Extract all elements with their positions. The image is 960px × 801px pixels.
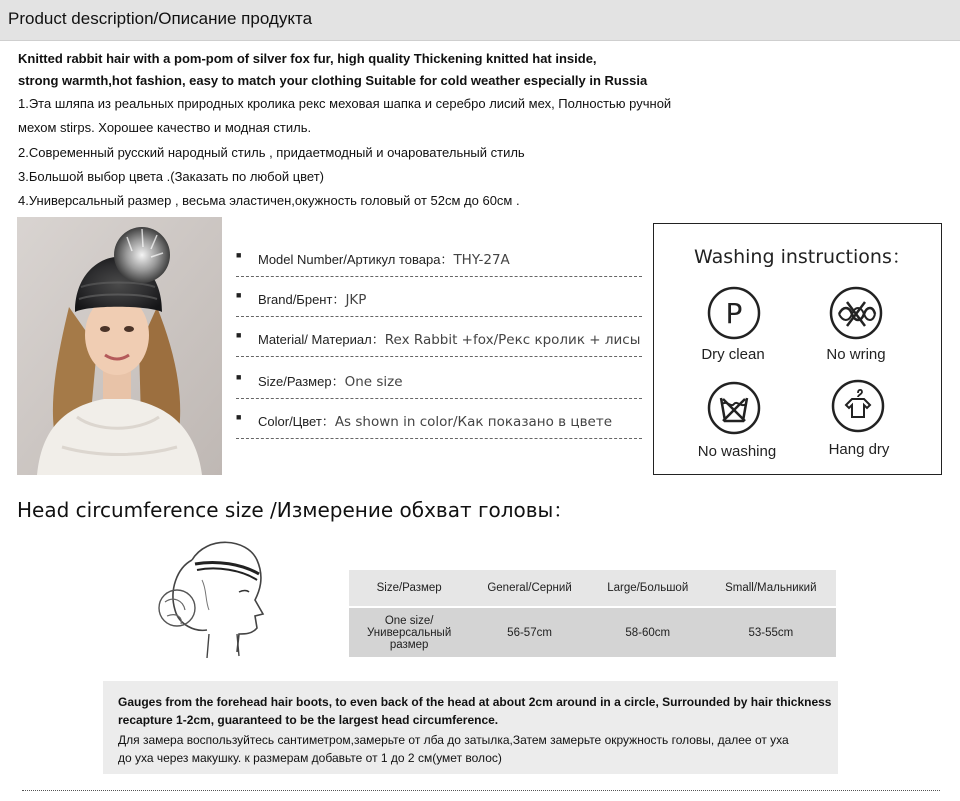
- note-line-2: recapture 1-2cm, guaranteed to be the largest head circumference.: [118, 713, 499, 727]
- spec-value: One size: [344, 374, 403, 390]
- bullet-icon: ■: [236, 330, 242, 340]
- general-size-cell: 56-57cm: [469, 607, 590, 657]
- measurement-note: [103, 681, 838, 774]
- intro-line-5: 2.Современный русский народный стиль , придаетмодный и очаровательный стиль: [18, 145, 525, 160]
- size-table-header: General/Серний: [469, 570, 590, 607]
- section-title: Product description/Описание продукта: [8, 9, 313, 28]
- dry-clean-letter: P: [725, 297, 743, 330]
- spec-row-material: [236, 316, 642, 357]
- spec-value: JKP: [345, 292, 367, 308]
- spec-row-model: [236, 236, 642, 277]
- no-washing-label: No washing: [697, 443, 777, 460]
- intro-line-7: 4.Универсальный размер , весьма эластичен,окужность головый от 52см до 60см .: [18, 193, 520, 208]
- section-header-bar: [0, 0, 960, 41]
- head-measure-sketch: [147, 530, 272, 660]
- size-table-header-row: [349, 570, 836, 607]
- product-photo: [17, 217, 222, 475]
- spec-value: As shown in color/Как показано в цвете: [334, 414, 613, 430]
- note-line-4: до уха через макушку. к размерам добавьте от 1 до 2 см(умет волос): [118, 751, 502, 765]
- washing-instructions-box: [653, 223, 942, 475]
- size-table-row: [349, 607, 836, 657]
- spec-row-size: [236, 358, 642, 399]
- size-table: [349, 570, 836, 657]
- size-cell-line: Универсальный: [367, 626, 452, 639]
- dry-clean-icon: [707, 286, 761, 340]
- intro-line-6: 3.Большой выбор цвета .(Заказать по любой цвет): [18, 169, 325, 184]
- spec-label: Material/ Материал：: [258, 332, 385, 347]
- size-table-header: Size/Размер: [349, 570, 469, 607]
- intro-line-1: Knitted rabbit hair with a pom-pom of silver fox fur, high quality Thickening knitted hat inside,: [18, 51, 597, 66]
- washing-title: Washing instructions：: [694, 246, 911, 268]
- dry-clean-label: Dry clean: [701, 346, 765, 363]
- bullet-icon: ■: [236, 250, 242, 260]
- bullet-icon: ■: [236, 290, 242, 300]
- size-cell: [349, 607, 469, 657]
- size-table-header: Small/Мальникий: [706, 570, 836, 607]
- note-line-3: Для замера воспользуйтесь сантиметром,замерьте от лба до затылка,Затем замерьте окружность головы, далее от уха: [118, 733, 789, 747]
- size-cell-line: One size/: [384, 614, 434, 627]
- spec-row-brand: [236, 276, 642, 317]
- bullet-icon: ■: [236, 412, 242, 422]
- intro-line-3: 1.Эта шляпа из реальных природных кролика рекс меховая шапка и серебро лисий мех, Полностью ручной: [18, 96, 672, 111]
- size-cell-line: размер: [389, 638, 429, 651]
- no-washing-icon: [707, 381, 761, 435]
- note-line-1: Gauges from the forehead hair boots, to even back of the head at about 2cm around in a circle, Surrounded by hair thickness: [118, 695, 832, 709]
- bottom-divider: [22, 790, 940, 791]
- spec-value: Rex Rabbit +fox/Рекс кролик + лисы: [384, 332, 641, 348]
- spec-label: Brand/Брент：: [258, 292, 346, 307]
- no-wring-label: No wring: [826, 346, 886, 363]
- hang-dry-icon: [831, 379, 885, 433]
- large-size-cell: 58-60cm: [590, 607, 706, 657]
- spec-value: THY-27A: [453, 252, 510, 268]
- hang-dry-label: Hang dry: [828, 441, 890, 458]
- small-size-cell: 53-55cm: [706, 607, 836, 657]
- intro-line-2: strong warmth,hot fashion, easy to match your clothing Suitable for cold weather especially in Russia: [18, 73, 648, 88]
- size-table-header: Large/Большой: [590, 570, 706, 607]
- spec-label: Model Number/Артикул товара：: [258, 252, 454, 267]
- spec-label: Size/Размер：: [258, 374, 345, 389]
- spec-label: Color/Цвет：: [258, 414, 335, 429]
- bullet-icon: ■: [236, 372, 242, 382]
- intro-line-4: мехом stirps. Хорошее качество и модная стиль.: [18, 120, 312, 135]
- spec-row-color: [236, 398, 642, 439]
- no-wring-icon: [829, 286, 883, 340]
- head-circumference-title: Head circumference size /Измерение обхват головы：: [17, 498, 574, 522]
